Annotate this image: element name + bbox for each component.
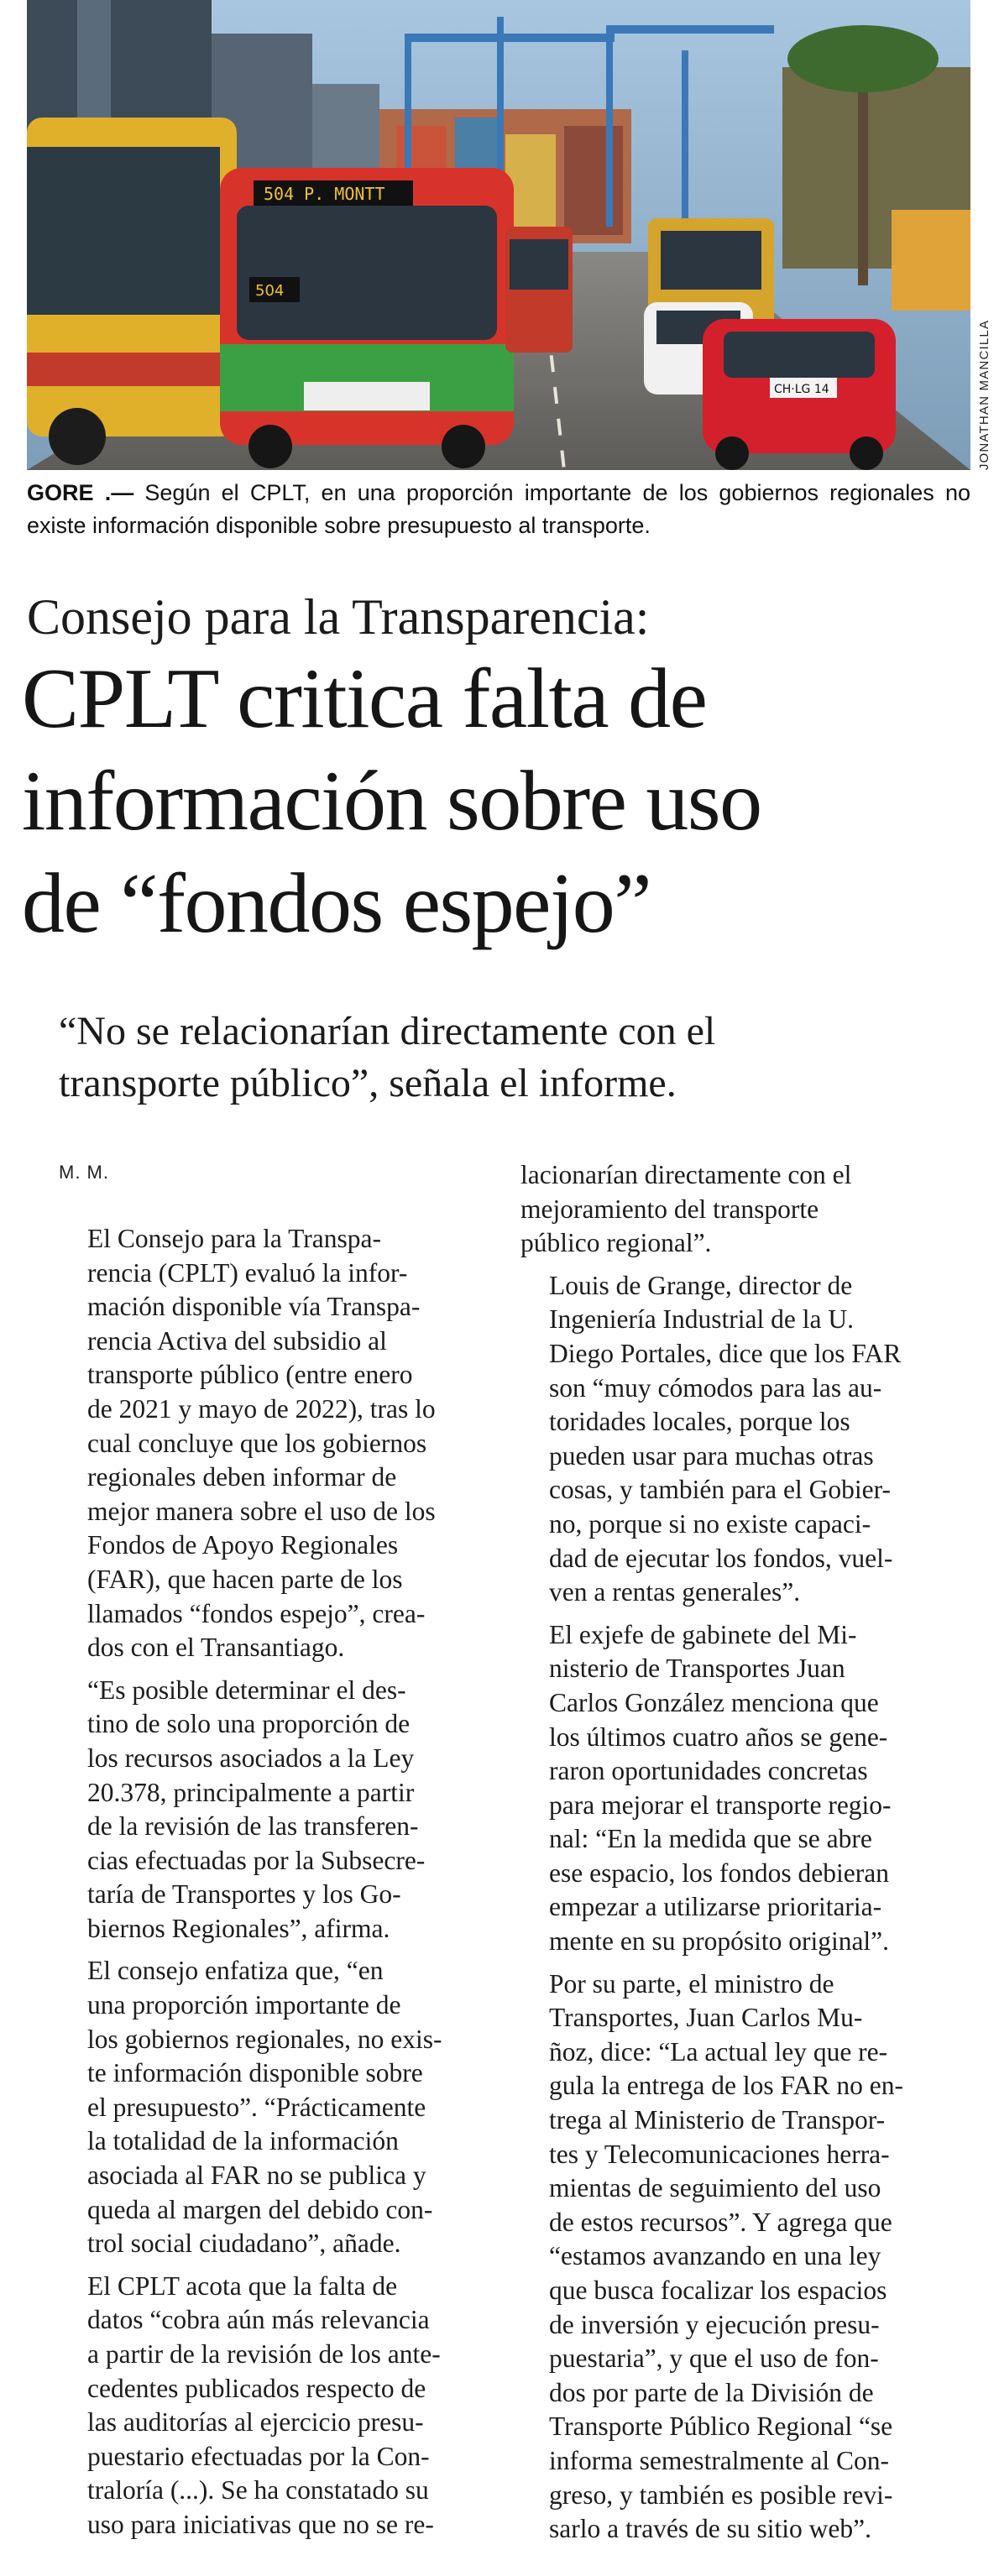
body-line: Por su parte, el ministro de [549, 1968, 834, 1999]
photo-credit [975, 302, 994, 487]
body-line: “Es posible determinar el des- [87, 1675, 406, 1705]
body-line: lacionarían directamente con el [520, 1160, 852, 1189]
body-line: pueden usar para muchas otras [549, 1440, 874, 1471]
news-photo [27, 0, 970, 470]
photo-caption [27, 477, 970, 542]
body-line: queda al margen del debido con- [87, 2194, 433, 2224]
body-column-right [520, 1158, 942, 2555]
body-line: greso, y también es posible revi- [549, 2479, 893, 2510]
body-line: Diego Portales, dice que los FAR [549, 1338, 902, 1368]
body-line: puestaria”, y que el uso de fon- [549, 2343, 879, 2374]
bus-front-number: 504 [255, 282, 285, 300]
body-line: mejor manera sobre el uso de los [87, 1496, 436, 1526]
body-line: te información disponible sobre [87, 2058, 423, 2088]
body-line: Fondos de Apoyo Regionales [87, 1530, 399, 1560]
body-line: puestario efectuadas por la Con- [87, 2441, 430, 2471]
red-car [703, 319, 896, 470]
body-line: traloría (...). Se ha constatado su [87, 2475, 429, 2505]
street-scene-illustration [27, 0, 970, 470]
body-line: los recursos asociados a la Ley [87, 1743, 415, 1773]
body-line: regionales deben informar de [87, 1462, 397, 1492]
byline: M. M. [59, 1162, 109, 1183]
body-line: cosas, y también para el Gobier- [549, 1475, 891, 1505]
headline-line: información sobre uso [22, 754, 761, 849]
body-line: de inversión y ejecución presu- [549, 2309, 880, 2339]
body-line: asociada al FAR no se publica y [87, 2161, 426, 2191]
body-line: toridades locales, porque los [549, 1407, 850, 1437]
body-line: mente en su propósito original”. [549, 1926, 890, 1957]
body-line: 20.378, principalmente a partir [87, 1777, 415, 1807]
body-line: dos por parte de la División de [549, 2377, 874, 2407]
body-line: tino de solo una proporción de [87, 1709, 411, 1739]
body-line: de estos recursos”. Y agrega que [549, 2207, 892, 2237]
body-paragraph [59, 1222, 480, 1665]
body-paragraph [520, 1158, 942, 1261]
body-line: las auditorías al ejercicio presu- [87, 2407, 424, 2438]
body-line: informa semestralmente al Con- [549, 2445, 889, 2475]
deck-line: “No se relacionarían directamente con el [59, 1009, 716, 1053]
body-line: empezar a utilizarse prioritaria- [549, 1892, 882, 1922]
body-line: que busca focalizar los espacios [549, 2276, 887, 2305]
body-paragraph [59, 1954, 480, 2260]
caption-tag: GORE .— [27, 480, 134, 505]
body-line: gula la entrega de los FAR no en- [549, 2071, 903, 2101]
body-line: nisterio de Transportes Juan [549, 1654, 845, 1684]
body-line: “estamos avanzando en una ley [549, 2241, 881, 2271]
body-line: para mejorar el transporte regio- [549, 1790, 892, 1820]
body-paragraph [520, 1967, 942, 2547]
bus-route-sign: 504 P. MONTT [264, 184, 385, 204]
body-line: trol social ciudadano”, añade. [87, 2229, 401, 2259]
body-line: mación disponible vía Transpa- [87, 1292, 421, 1322]
caption-text: Según el CPLT, en una proporción importante de los gobiernos regionales no existe información disponible sobre presupuesto al transporte. [27, 480, 970, 538]
body-line: ñoz, dice: “La actual ley que re- [549, 2036, 888, 2067]
body-line: tes y Telecomunicaciones herra- [549, 2139, 890, 2169]
body-line: Carlos González menciona que [549, 1687, 879, 1717]
body-line: de la revisión de las transferen- [87, 1811, 419, 1842]
body-line: El Consejo para la Transpa- [87, 1224, 381, 1253]
body-paragraph [59, 2270, 480, 2542]
deck-line: transporte público”, señala el informe. [59, 1061, 677, 1105]
headline-line: de “fondos espejo” [22, 856, 651, 951]
body-line: El CPLT acota que la falta de [87, 2270, 398, 2301]
body-line: uso para iniciativas que no se re- [87, 2509, 434, 2539]
kicker: Consejo para la Transparencia: [27, 589, 650, 645]
body-line: nal: “En la medida que se abre [549, 1824, 872, 1854]
green-red-bus [220, 168, 514, 468]
body-line: a partir de la revisión de los ante- [87, 2339, 441, 2369]
body-line: Transporte Público Regional “se [549, 2411, 893, 2442]
yellow-bus [27, 118, 237, 465]
body-line: Ingeniería Industrial de la U. [549, 1304, 854, 1335]
headline-line: CPLT critica falta de [22, 651, 707, 746]
body-line: ven a rentas generales”. [549, 1577, 801, 1607]
body-line: sarlo a través de su sitio web”. [549, 2514, 872, 2544]
body-column-left [59, 1222, 480, 2551]
body-line: El consejo enfatiza que, “en [87, 1956, 384, 1986]
photo-credit-text: JONATHAN MANCILLA [977, 319, 992, 470]
body-line: los gobiernos regionales, no exis- [87, 2024, 442, 2054]
body-line: público regional”. [520, 1228, 712, 1258]
body-line: una proporción importante de [87, 1990, 401, 2020]
body-line: mientas de seguimiento del uso [549, 2173, 881, 2203]
body-line: cual concluye que los gobiernos [87, 1428, 427, 1458]
body-line: llamados “fondos espejo”, crea- [87, 1598, 426, 1628]
body-line: no, porque si no existe capaci- [549, 1508, 871, 1539]
body-line: Transportes, Juan Carlos Mu- [549, 2003, 863, 2033]
body-paragraph [520, 1269, 942, 1610]
body-line: son “muy cómodos para las au- [549, 1372, 882, 1403]
body-line: rencia (CPLT) evaluó la infor- [87, 1257, 408, 1288]
body-line: mejoramiento del transporte [520, 1194, 819, 1224]
body-line: El exjefe de gabinete del Mi- [549, 1619, 857, 1649]
body-line: la totalidad de la información [87, 2126, 399, 2156]
body-line: Louis de Grange, director de [549, 1270, 853, 1300]
body-line: transporte público (entre enero [87, 1360, 413, 1390]
body-line: (FAR), que hacen parte de los [87, 1564, 403, 1594]
body-line: el presupuesto”. “Prácticamente [87, 2092, 426, 2122]
deck [59, 1006, 974, 1110]
body-line: cias efectuadas por la Subsecre- [87, 1845, 426, 1875]
body-line: de 2021 y mayo de 2022), tras lo [87, 1393, 436, 1424]
car-license-plate: CH·LG 14 [774, 383, 829, 396]
body-line: dad de ejecutar los fondos, vuel- [549, 1543, 893, 1573]
body-line: datos “cobra aún más relevancia [87, 2305, 430, 2335]
body-line: cedentes publicados respecto de [87, 2373, 426, 2403]
body-line: biernos Regionales”, afirma. [87, 1913, 390, 1943]
headline [22, 648, 970, 955]
body-line: trega al Ministerio de Transpor- [549, 2105, 886, 2135]
body-line: rencia Activa del subsidio al [87, 1325, 387, 1356]
body-line: dos con el Transantiago. [87, 1633, 345, 1663]
body-paragraph [59, 1674, 480, 1946]
body-line: taría de Transportes y los Go- [87, 1879, 401, 1910]
body-line: los últimos cuatro años se gene- [549, 1722, 888, 1752]
body-line: raron oportunidades concretas [549, 1756, 868, 1786]
body-paragraph [520, 1618, 942, 1959]
body-line: ese espacio, los fondos debieran [549, 1858, 889, 1888]
